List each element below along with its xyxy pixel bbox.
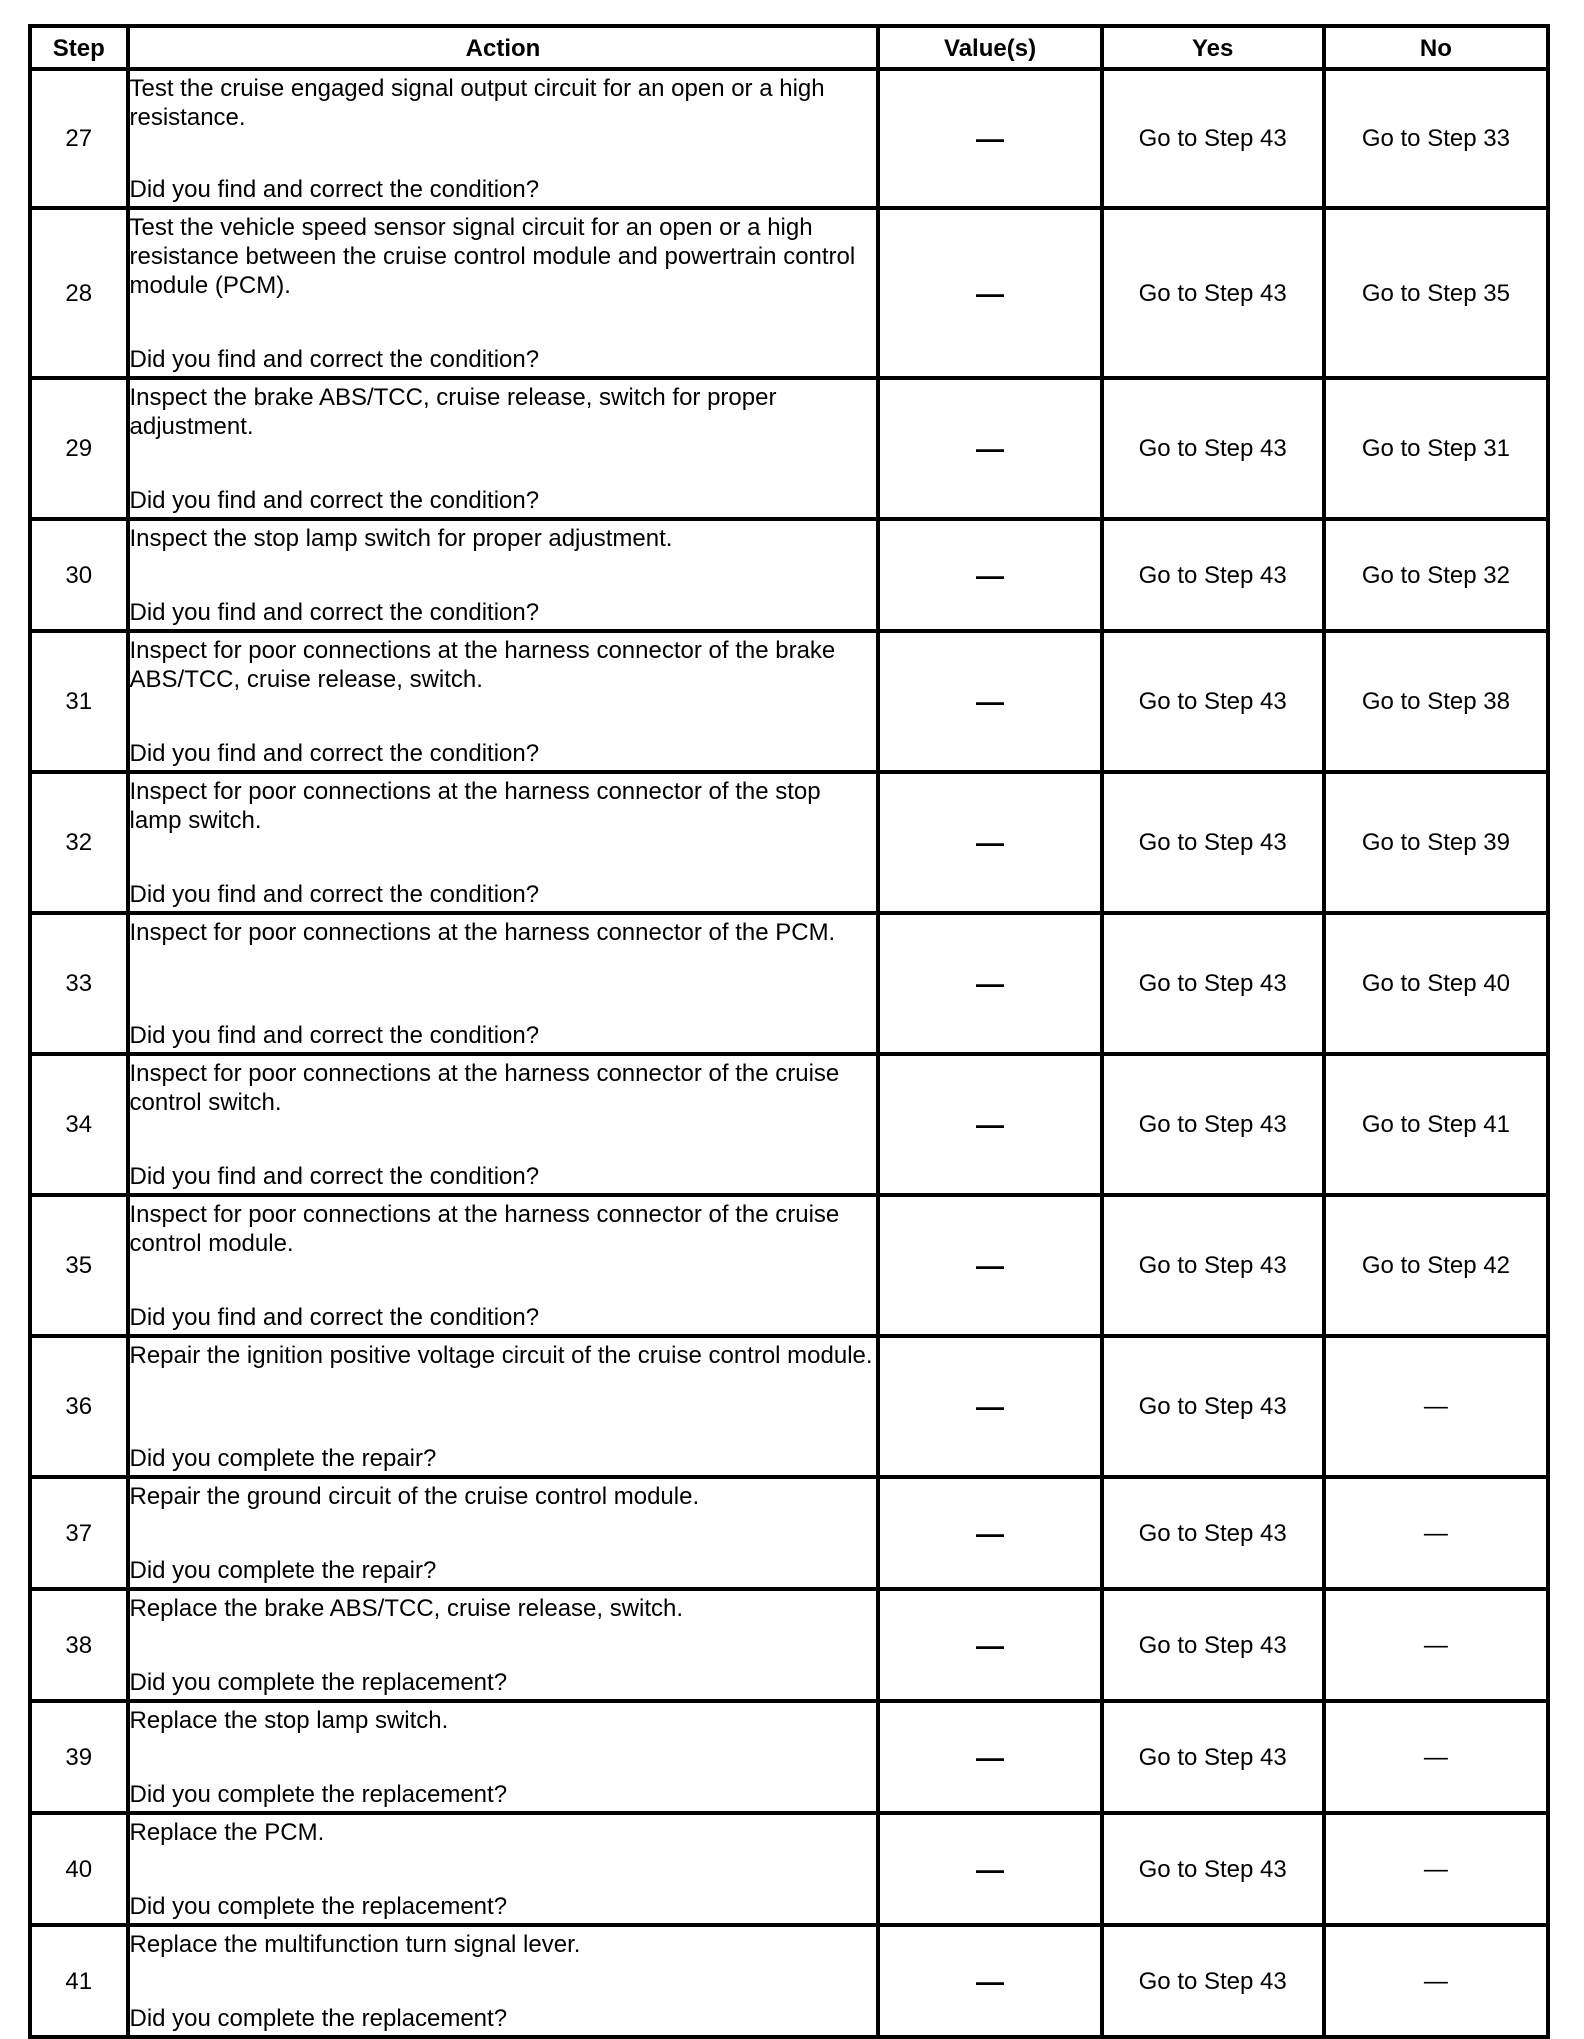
no-cell: Go to Step 35 xyxy=(1324,208,1548,378)
action-question: Did you complete the repair? xyxy=(129,1444,437,1472)
table-row xyxy=(30,1195,1548,1336)
action-text: Inspect the stop lamp switch for proper adjustment. xyxy=(129,524,673,552)
action-question: Did you find and correct the condition? xyxy=(129,1021,540,1049)
no-cell: Go to Step 31 xyxy=(1324,378,1548,519)
action-cell xyxy=(128,913,879,1054)
action-cell xyxy=(128,208,879,378)
action-cell xyxy=(128,519,879,631)
yes-cell: Go to Step 43 xyxy=(1102,772,1324,913)
no-cell: Go to Step 41 xyxy=(1324,1054,1548,1195)
step-number: 31 xyxy=(30,631,128,772)
table-row xyxy=(30,1925,1548,2037)
table-row xyxy=(30,1054,1548,1195)
step-number: 39 xyxy=(30,1701,128,1813)
table-body xyxy=(30,69,1548,2037)
table-row xyxy=(30,913,1548,1054)
action-cell xyxy=(128,1195,879,1336)
step-number: 35 xyxy=(30,1195,128,1336)
action-text: Replace the PCM. xyxy=(129,1818,325,1846)
yes-cell: Go to Step 43 xyxy=(1102,208,1324,378)
action-text: Replace the stop lamp switch. xyxy=(129,1706,449,1734)
table-row xyxy=(30,378,1548,519)
action-question: Did you complete the replacement? xyxy=(129,1892,508,1920)
table-row xyxy=(30,631,1548,772)
header-action: Action xyxy=(128,26,879,69)
yes-cell: Go to Step 43 xyxy=(1102,631,1324,772)
no-cell: — xyxy=(1324,1701,1548,1813)
step-number: 37 xyxy=(30,1477,128,1589)
action-cell xyxy=(128,1925,879,2037)
header-no: No xyxy=(1324,26,1548,69)
header-row xyxy=(30,26,1548,69)
table-row xyxy=(30,519,1548,631)
action-question: Did you complete the replacement? xyxy=(129,1780,508,1808)
no-cell: Go to Step 32 xyxy=(1324,519,1548,631)
value-cell: — xyxy=(878,378,1101,519)
step-number: 30 xyxy=(30,519,128,631)
value-cell: — xyxy=(878,208,1101,378)
action-question: Did you find and correct the condition? xyxy=(129,486,540,514)
no-cell: Go to Step 42 xyxy=(1324,1195,1548,1336)
action-text: Repair the ignition positive voltage circuit of the cruise control module. xyxy=(129,1341,873,1369)
action-text: Inspect for poor connections at the harness connector of the cruise control module. xyxy=(129,1200,840,1257)
yes-cell: Go to Step 43 xyxy=(1102,1589,1324,1701)
table-row xyxy=(30,1701,1548,1813)
value-cell: — xyxy=(878,1336,1101,1477)
value-cell: — xyxy=(878,1054,1101,1195)
action-cell xyxy=(128,1336,879,1477)
action-question: Did you complete the replacement? xyxy=(129,2004,508,2032)
action-text: Inspect for poor connections at the harness connector of the brake ABS/TCC, cruise release, switch. xyxy=(129,636,836,693)
action-text: Inspect for poor connections at the harness connector of the PCM. xyxy=(129,918,836,946)
yes-cell: Go to Step 43 xyxy=(1102,1477,1324,1589)
step-number: 27 xyxy=(30,69,128,208)
no-cell: — xyxy=(1324,1336,1548,1477)
action-question: Did you complete the repair? xyxy=(129,1556,437,1584)
action-question: Did you find and correct the condition? xyxy=(129,598,540,626)
value-cell: — xyxy=(878,631,1101,772)
action-cell xyxy=(128,772,879,913)
action-text: Replace the multifunction turn signal lever. xyxy=(129,1930,581,1958)
action-text: Test the cruise engaged signal output circuit for an open or a high resistance. xyxy=(129,74,825,131)
value-cell: — xyxy=(878,69,1101,208)
yes-cell: Go to Step 43 xyxy=(1102,1336,1324,1477)
action-text: Inspect for poor connections at the harness connector of the stop lamp switch. xyxy=(129,777,821,834)
action-cell xyxy=(128,69,879,208)
value-cell: — xyxy=(878,1589,1101,1701)
action-cell xyxy=(128,1701,879,1813)
action-cell xyxy=(128,378,879,519)
action-text: Inspect the brake ABS/TCC, cruise release, switch for proper adjustment. xyxy=(129,383,777,440)
table-row xyxy=(30,1477,1548,1589)
step-number: 34 xyxy=(30,1054,128,1195)
diagnostic-table xyxy=(28,24,1550,2039)
no-cell: Go to Step 40 xyxy=(1324,913,1548,1054)
step-number: 28 xyxy=(30,208,128,378)
yes-cell: Go to Step 43 xyxy=(1102,1813,1324,1925)
value-cell: — xyxy=(878,1195,1101,1336)
action-cell xyxy=(128,631,879,772)
value-cell: — xyxy=(878,519,1101,631)
value-cell: — xyxy=(878,1925,1101,2037)
header-yes: Yes xyxy=(1102,26,1324,69)
action-question: Did you find and correct the condition? xyxy=(129,345,540,373)
header-values: Value(s) xyxy=(878,26,1101,69)
table-row xyxy=(30,69,1548,208)
action-cell xyxy=(128,1054,879,1195)
action-text: Replace the brake ABS/TCC, cruise release, switch. xyxy=(129,1594,684,1622)
table-row xyxy=(30,772,1548,913)
yes-cell: Go to Step 43 xyxy=(1102,519,1324,631)
no-cell: — xyxy=(1324,1813,1548,1925)
action-question: Did you complete the replacement? xyxy=(129,1668,508,1696)
value-cell: — xyxy=(878,1701,1101,1813)
action-question: Did you find and correct the condition? xyxy=(129,739,540,767)
no-cell: Go to Step 39 xyxy=(1324,772,1548,913)
step-number: 38 xyxy=(30,1589,128,1701)
action-text: Inspect for poor connections at the harness connector of the cruise control switch. xyxy=(129,1059,840,1116)
no-cell: — xyxy=(1324,1589,1548,1701)
table-row xyxy=(30,1813,1548,1925)
action-cell xyxy=(128,1477,879,1589)
yes-cell: Go to Step 43 xyxy=(1102,1054,1324,1195)
value-cell: — xyxy=(878,913,1101,1054)
no-cell: Go to Step 38 xyxy=(1324,631,1548,772)
step-number: 41 xyxy=(30,1925,128,2037)
yes-cell: Go to Step 43 xyxy=(1102,913,1324,1054)
action-cell xyxy=(128,1589,879,1701)
action-question: Did you find and correct the condition? xyxy=(129,880,540,908)
action-text: Test the vehicle speed sensor signal circuit for an open or a high resistance between the cruise control module and powertrain control module (PCM). xyxy=(129,213,856,299)
table-row xyxy=(30,1336,1548,1477)
yes-cell: Go to Step 43 xyxy=(1102,1925,1324,2037)
table-row xyxy=(30,1589,1548,1701)
action-text: Repair the ground circuit of the cruise control module. xyxy=(129,1482,700,1510)
action-question: Did you find and correct the condition? xyxy=(129,175,540,203)
value-cell: — xyxy=(878,772,1101,913)
action-cell xyxy=(128,1813,879,1925)
yes-cell: Go to Step 43 xyxy=(1102,69,1324,208)
yes-cell: Go to Step 43 xyxy=(1102,1701,1324,1813)
action-question: Did you find and correct the condition? xyxy=(129,1162,540,1190)
step-number: 40 xyxy=(30,1813,128,1925)
no-cell: Go to Step 33 xyxy=(1324,69,1548,208)
step-number: 36 xyxy=(30,1336,128,1477)
table-row xyxy=(30,208,1548,378)
action-question: Did you find and correct the condition? xyxy=(129,1303,540,1331)
no-cell: — xyxy=(1324,1477,1548,1589)
header-step: Step xyxy=(30,26,128,69)
step-number: 32 xyxy=(30,772,128,913)
value-cell: — xyxy=(878,1813,1101,1925)
step-number: 33 xyxy=(30,913,128,1054)
no-cell: — xyxy=(1324,1925,1548,2037)
yes-cell: Go to Step 43 xyxy=(1102,1195,1324,1336)
value-cell: — xyxy=(878,1477,1101,1589)
step-number: 29 xyxy=(30,378,128,519)
yes-cell: Go to Step 43 xyxy=(1102,378,1324,519)
